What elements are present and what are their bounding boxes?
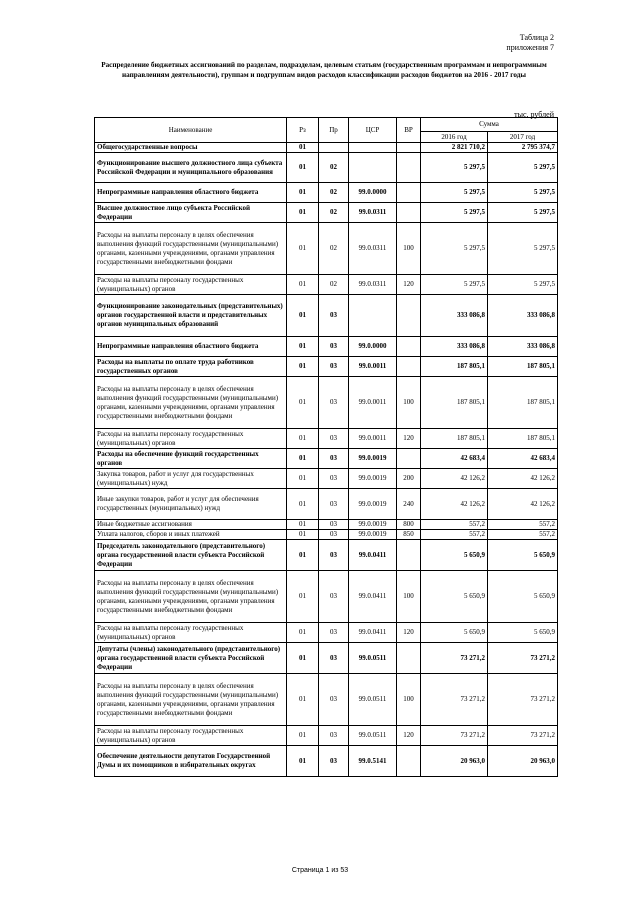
cell-csr: 99.0.0311 xyxy=(349,203,397,223)
cell-name: Расходы на выплаты персоналу государственных (муниципальных) органов xyxy=(95,726,287,746)
cell-y2017: 5 297,5 xyxy=(488,275,558,295)
cell-csr: 99.0.0311 xyxy=(349,223,397,275)
cell-vr xyxy=(397,295,421,337)
table-row xyxy=(95,643,558,674)
cell-rz: 01 xyxy=(287,153,319,183)
cell-vr: 120 xyxy=(397,429,421,449)
column-sum-header: Сумма xyxy=(421,118,558,132)
cell-vr xyxy=(397,540,421,571)
table-row xyxy=(95,623,558,643)
cell-y2017: 20 963,0 xyxy=(488,746,558,777)
cell-rz: 01 xyxy=(287,143,319,153)
cell-y2017: 5 297,5 xyxy=(488,223,558,275)
cell-csr xyxy=(349,143,397,153)
cell-name: Функционирование высшего должностного лица субъекта Российской Федерации и муниципального образования xyxy=(95,153,287,183)
table-row xyxy=(95,571,558,623)
cell-vr: 100 xyxy=(397,571,421,623)
cell-csr: 99.0.0000 xyxy=(349,183,397,203)
cell-vr: 200 xyxy=(397,469,421,489)
cell-name: Непрограммные направления областного бюджета xyxy=(95,337,287,357)
cell-pr: 02 xyxy=(319,153,349,183)
cell-y2017: 333 086,8 xyxy=(488,337,558,357)
cell-pr: 03 xyxy=(319,357,349,377)
column-vr-header: ВР xyxy=(397,118,421,143)
cell-y2017: 557,2 xyxy=(488,520,558,530)
cell-csr: 99.0.0511 xyxy=(349,674,397,726)
cell-vr xyxy=(397,449,421,469)
cell-pr: 02 xyxy=(319,203,349,223)
cell-y2016: 5 297,5 xyxy=(421,153,488,183)
cell-y2016: 557,2 xyxy=(421,530,488,540)
table-row xyxy=(95,520,558,530)
cell-y2016: 5 297,5 xyxy=(421,183,488,203)
cell-rz: 01 xyxy=(287,623,319,643)
cell-name: Расходы на выплаты персоналу в целях обеспечения выполнения функций государственными (муниципальными) органами, казенными учреждениями, органами управления государственными внебюджетными фондами xyxy=(95,223,287,275)
cell-pr: 02 xyxy=(319,183,349,203)
cell-csr: 99.0.5141 xyxy=(349,746,397,777)
cell-pr: 03 xyxy=(319,429,349,449)
cell-pr: 03 xyxy=(319,746,349,777)
column-rz-header: Рз xyxy=(287,118,319,143)
cell-pr: 03 xyxy=(319,530,349,540)
cell-vr xyxy=(397,746,421,777)
cell-name: Расходы на выплаты персоналу в целях обеспечения выполнения функций государственными (муниципальными) органами, казенными учреждениями, органами управления государственными внебюджетными фондами xyxy=(95,674,287,726)
cell-name: Расходы на выплаты персоналу в целях обеспечения выполнения функций государственными (муниципальными) органами, казенными учреждениями, органами управления государственными внебюджетными фондами xyxy=(95,571,287,623)
cell-name: Высшее должностное лицо субъекта Российской Федерации xyxy=(95,203,287,223)
cell-y2016: 5 650,9 xyxy=(421,540,488,571)
cell-rz: 01 xyxy=(287,530,319,540)
cell-rz: 01 xyxy=(287,429,319,449)
cell-csr: 99.0.0011 xyxy=(349,377,397,429)
cell-pr: 03 xyxy=(319,337,349,357)
cell-y2017: 5 297,5 xyxy=(488,153,558,183)
table-row xyxy=(95,746,558,777)
table-row xyxy=(95,223,558,275)
cell-y2017: 5 650,9 xyxy=(488,623,558,643)
cell-csr xyxy=(349,295,397,337)
cell-vr xyxy=(397,643,421,674)
cell-y2016: 187 805,1 xyxy=(421,357,488,377)
cell-y2016: 42 126,2 xyxy=(421,469,488,489)
table-row xyxy=(95,377,558,429)
cell-y2016: 5 297,5 xyxy=(421,223,488,275)
cell-csr: 99.0.0019 xyxy=(349,530,397,540)
table-row xyxy=(95,726,558,746)
cell-vr: 100 xyxy=(397,674,421,726)
cell-y2016: 333 086,8 xyxy=(421,295,488,337)
table-row xyxy=(95,357,558,377)
cell-rz: 01 xyxy=(287,183,319,203)
cell-pr xyxy=(319,143,349,153)
cell-pr: 03 xyxy=(319,674,349,726)
cell-rz: 01 xyxy=(287,337,319,357)
table-row xyxy=(95,530,558,540)
cell-y2016: 557,2 xyxy=(421,520,488,530)
cell-y2017: 187 805,1 xyxy=(488,357,558,377)
table-row xyxy=(95,674,558,726)
cell-pr: 03 xyxy=(319,295,349,337)
cell-y2016: 187 805,1 xyxy=(421,377,488,429)
cell-y2017: 557,2 xyxy=(488,530,558,540)
cell-vr: 120 xyxy=(397,623,421,643)
cell-y2017: 5 650,9 xyxy=(488,571,558,623)
cell-pr: 03 xyxy=(319,520,349,530)
cell-name: Непрограммные направления областного бюджета xyxy=(95,183,287,203)
cell-y2016: 73 271,2 xyxy=(421,643,488,674)
column-name-header: Наименование xyxy=(95,118,287,143)
cell-pr: 03 xyxy=(319,469,349,489)
cell-rz: 01 xyxy=(287,520,319,530)
cell-y2016: 333 086,8 xyxy=(421,337,488,357)
cell-name: Расходы на выплаты по оплате труда работников государственных органов xyxy=(95,357,287,377)
cell-vr xyxy=(397,153,421,183)
column-csr-header: ЦСР xyxy=(349,118,397,143)
cell-y2016: 5 297,5 xyxy=(421,275,488,295)
cell-vr xyxy=(397,143,421,153)
cell-y2017: 333 086,8 xyxy=(488,295,558,337)
cell-csr: 99.0.0411 xyxy=(349,623,397,643)
cell-y2017: 73 271,2 xyxy=(488,674,558,726)
cell-csr xyxy=(349,153,397,183)
cell-vr: 800 xyxy=(397,520,421,530)
table-row xyxy=(95,449,558,469)
cell-csr: 99.0.0411 xyxy=(349,540,397,571)
cell-name: Депутаты (члены) законодательного (представительного) органа государственной власти субъекта Российской Федерации xyxy=(95,643,287,674)
cell-name: Расходы на выплаты персоналу государственных (муниципальных) органов xyxy=(95,623,287,643)
cell-pr: 03 xyxy=(319,571,349,623)
cell-name: Закупка товаров, работ и услуг для государственных (муниципальных) нужд xyxy=(95,469,287,489)
cell-pr: 02 xyxy=(319,275,349,295)
table-row xyxy=(95,275,558,295)
cell-vr: 100 xyxy=(397,223,421,275)
cell-y2017: 5 297,5 xyxy=(488,183,558,203)
cell-csr: 99.0.0011 xyxy=(349,357,397,377)
cell-vr: 240 xyxy=(397,489,421,520)
column-2017-header: 2017 год xyxy=(488,132,558,143)
cell-vr xyxy=(397,183,421,203)
budget-table xyxy=(94,117,558,777)
cell-vr xyxy=(397,337,421,357)
table-row xyxy=(95,429,558,449)
cell-name: Расходы на выплаты персоналу государственных (муниципальных) органов xyxy=(95,275,287,295)
cell-rz: 01 xyxy=(287,469,319,489)
cell-rz: 01 xyxy=(287,357,319,377)
appendix-label: приложения 7 xyxy=(506,43,554,52)
cell-csr: 99.0.0019 xyxy=(349,520,397,530)
cell-y2017: 187 805,1 xyxy=(488,377,558,429)
cell-y2017: 73 271,2 xyxy=(488,726,558,746)
page-footer: Страница 1 из 53 xyxy=(291,867,349,874)
table-row xyxy=(95,337,558,357)
cell-pr: 03 xyxy=(319,377,349,429)
cell-vr: 120 xyxy=(397,726,421,746)
table-row xyxy=(95,143,558,153)
cell-pr: 03 xyxy=(319,643,349,674)
cell-name: Уплата налогов, сборов и иных платежей xyxy=(95,530,287,540)
cell-rz: 01 xyxy=(287,223,319,275)
cell-pr: 03 xyxy=(319,540,349,571)
units-label: тыс. рублей xyxy=(514,110,554,119)
cell-name: Иные закупки товаров, работ и услуг для обеспечения государственных (муниципальных) нужд xyxy=(95,489,287,520)
cell-y2017: 73 271,2 xyxy=(488,643,558,674)
cell-rz: 01 xyxy=(287,571,319,623)
cell-name: Председатель законодательного (представительного) органа государственной власти субъекта Российской Федерации xyxy=(95,540,287,571)
cell-name: Общегосударственные вопросы xyxy=(95,143,287,153)
cell-name: Иные бюджетные ассигнования xyxy=(95,520,287,530)
cell-csr: 99.0.0000 xyxy=(349,337,397,357)
cell-csr: 99.0.0511 xyxy=(349,726,397,746)
cell-rz: 01 xyxy=(287,746,319,777)
cell-y2017: 5 297,5 xyxy=(488,203,558,223)
cell-y2016: 20 963,0 xyxy=(421,746,488,777)
cell-vr xyxy=(397,203,421,223)
cell-rz: 01 xyxy=(287,295,319,337)
cell-name: Расходы на обеспечение функций государственных органов xyxy=(95,449,287,469)
document-title: Распределение бюджетных ассигнований по разделам, подразделам, целевым статьям (государственным программам и непрограммным направлениям деятельности), группам и подгруппам видов расходов классификации расходов бюджетов на 2016 - 2017 годы xyxy=(101,61,547,79)
table-body xyxy=(95,143,558,777)
table-row xyxy=(95,469,558,489)
table-row xyxy=(95,489,558,520)
cell-y2016: 5 650,9 xyxy=(421,623,488,643)
cell-y2016: 42 126,2 xyxy=(421,489,488,520)
cell-rz: 01 xyxy=(287,377,319,429)
cell-name: Функционирование законодательных (представительных) органов государственной власти и представительных органов муниципальных образований xyxy=(95,295,287,337)
table-number-label: Таблица 2 xyxy=(519,33,554,42)
cell-y2016: 5 650,9 xyxy=(421,571,488,623)
cell-y2016: 73 271,2 xyxy=(421,726,488,746)
table-row xyxy=(95,295,558,337)
table-header xyxy=(95,118,558,143)
table-row xyxy=(95,153,558,183)
cell-rz: 01 xyxy=(287,203,319,223)
cell-name: Расходы на выплаты персоналу в целях обеспечения выполнения функций государственными (муниципальными) органами, казенными учреждениями, органами управления государственными внебюджетными фондами xyxy=(95,377,287,429)
cell-name: Расходы на выплаты персоналу государственных (муниципальных) органов xyxy=(95,429,287,449)
cell-y2016: 42 683,4 xyxy=(421,449,488,469)
cell-name: Обеспечение деятельности депутатов Государственной Думы и их помощников в избирательных округах xyxy=(95,746,287,777)
cell-pr: 02 xyxy=(319,223,349,275)
cell-rz: 01 xyxy=(287,643,319,674)
column-2016-header: 2016 год xyxy=(421,132,488,143)
cell-csr: 99.0.0511 xyxy=(349,643,397,674)
cell-vr xyxy=(397,357,421,377)
cell-rz: 01 xyxy=(287,275,319,295)
cell-csr: 99.0.0019 xyxy=(349,489,397,520)
cell-y2016: 187 805,1 xyxy=(421,429,488,449)
table-row xyxy=(95,540,558,571)
cell-pr: 03 xyxy=(319,726,349,746)
cell-y2017: 42 126,2 xyxy=(488,489,558,520)
document-header xyxy=(506,33,554,53)
cell-y2016: 73 271,2 xyxy=(421,674,488,726)
cell-rz: 01 xyxy=(287,540,319,571)
cell-rz: 01 xyxy=(287,449,319,469)
cell-vr: 850 xyxy=(397,530,421,540)
cell-vr: 120 xyxy=(397,275,421,295)
cell-csr: 99.0.0011 xyxy=(349,429,397,449)
cell-vr: 100 xyxy=(397,377,421,429)
cell-y2016: 5 297,5 xyxy=(421,203,488,223)
cell-pr: 03 xyxy=(319,623,349,643)
cell-rz: 01 xyxy=(287,726,319,746)
cell-y2017: 2 795 374,7 xyxy=(488,143,558,153)
cell-rz: 01 xyxy=(287,674,319,726)
cell-y2017: 42 126,2 xyxy=(488,469,558,489)
cell-y2017: 187 805,1 xyxy=(488,429,558,449)
cell-y2017: 5 650,9 xyxy=(488,540,558,571)
column-pr-header: Пр xyxy=(319,118,349,143)
cell-y2016: 2 821 710,2 xyxy=(421,143,488,153)
cell-y2017: 42 683,4 xyxy=(488,449,558,469)
cell-csr: 99.0.0019 xyxy=(349,469,397,489)
cell-rz: 01 xyxy=(287,489,319,520)
table-row xyxy=(95,183,558,203)
cell-csr: 99.0.0311 xyxy=(349,275,397,295)
cell-csr: 99.0.0411 xyxy=(349,571,397,623)
cell-pr: 03 xyxy=(319,449,349,469)
cell-pr: 03 xyxy=(319,489,349,520)
table-row xyxy=(95,203,558,223)
cell-csr: 99.0.0019 xyxy=(349,449,397,469)
